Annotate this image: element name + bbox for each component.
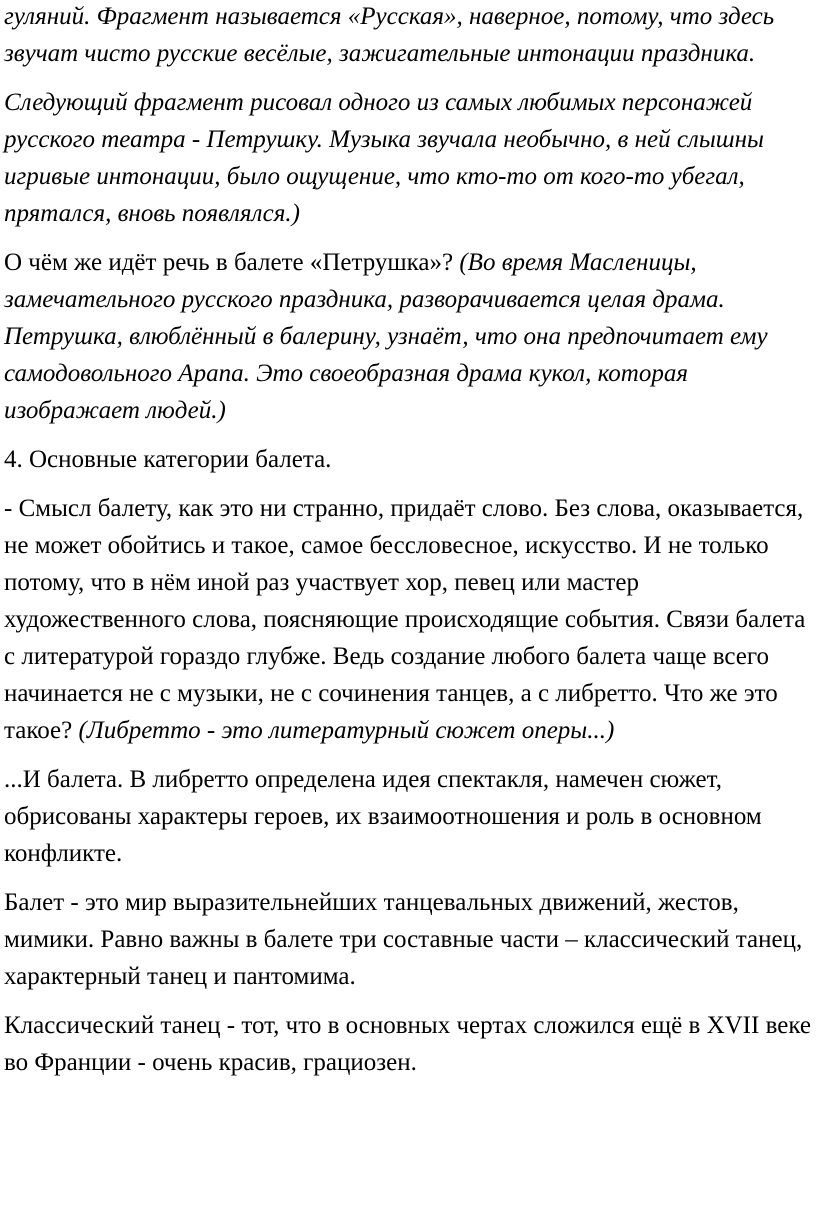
italic-text: Следующий фрагмент рисовал одного из самых любимых персонажей русского театра - Петрушку. Музыка звучала необычно, в ней слышны игривые интонации, было ощущение, что кто-то от кого-то убегал, прятался, вновь появлялся.) <box>4 89 764 227</box>
document-page <box>4 0 812 1093</box>
section-heading <box>4 441 812 478</box>
italic-text: гуляний. Фрагмент называется «Русская», наверное, потому, что здесь звучат чисто русские весёлые, зажигательные интонации праздника. <box>4 3 775 67</box>
paragraph-libretto <box>4 761 812 872</box>
paragraph-petrushka-question <box>4 244 812 429</box>
answer-text: (Либретто - это литературный сюжет оперы...) <box>78 717 615 744</box>
paragraph-russkaya-fragment <box>4 0 812 72</box>
question-text: О чём же идёт речь в балете «Петрушка»? <box>4 249 454 276</box>
body-text: - Смысл балету, как это ни странно, придаёт слово. Без слова, оказывается, не может обойтись и такое, самое бессловесное, искусство. И не только потому, что в нём иной раз участвует хор, певец или мастер художественного слова, поясняющие происходящие события. Связи балета с литературой гораздо глубже. Ведь создание любого балета чаще всего начинается не с музыки, не с сочинения танцев, а с либретто. Что же это такое? <box>4 495 806 744</box>
heading-text: 4. Основные категории балета. <box>4 446 332 473</box>
paragraph-ballet-world <box>4 884 812 995</box>
paragraph-classical-dance <box>4 1007 812 1081</box>
answer-text: (Во время Масленицы, замечательного русского праздника, разворачивается целая драма. Петрушка, влюблённый в балерину, узнаёт, что она предпочитает ему самодовольного Арапа. Это своеобразная драма кукол, которая изображает людей.) <box>4 249 768 424</box>
body-text: ...И балета. В либретто определена идея спектакля, намечен сюжет, обрисованы характеры героев, их взаимоотношения и роль в основном конфликте. <box>4 766 762 867</box>
paragraph-petrushka-fragment <box>4 84 812 232</box>
paragraph-ballet-meaning <box>4 490 812 749</box>
body-text: Классический танец - тот, что в основных чертах сложился ещё в XVII веке во Франции - очень красив, грациозен. <box>4 1012 811 1076</box>
body-text: Балет - это мир выразительнейших танцевальных движений, жестов, мимики. Равно важны в балете три составные части – классический танец, характерный танец и пантомима. <box>4 889 803 990</box>
